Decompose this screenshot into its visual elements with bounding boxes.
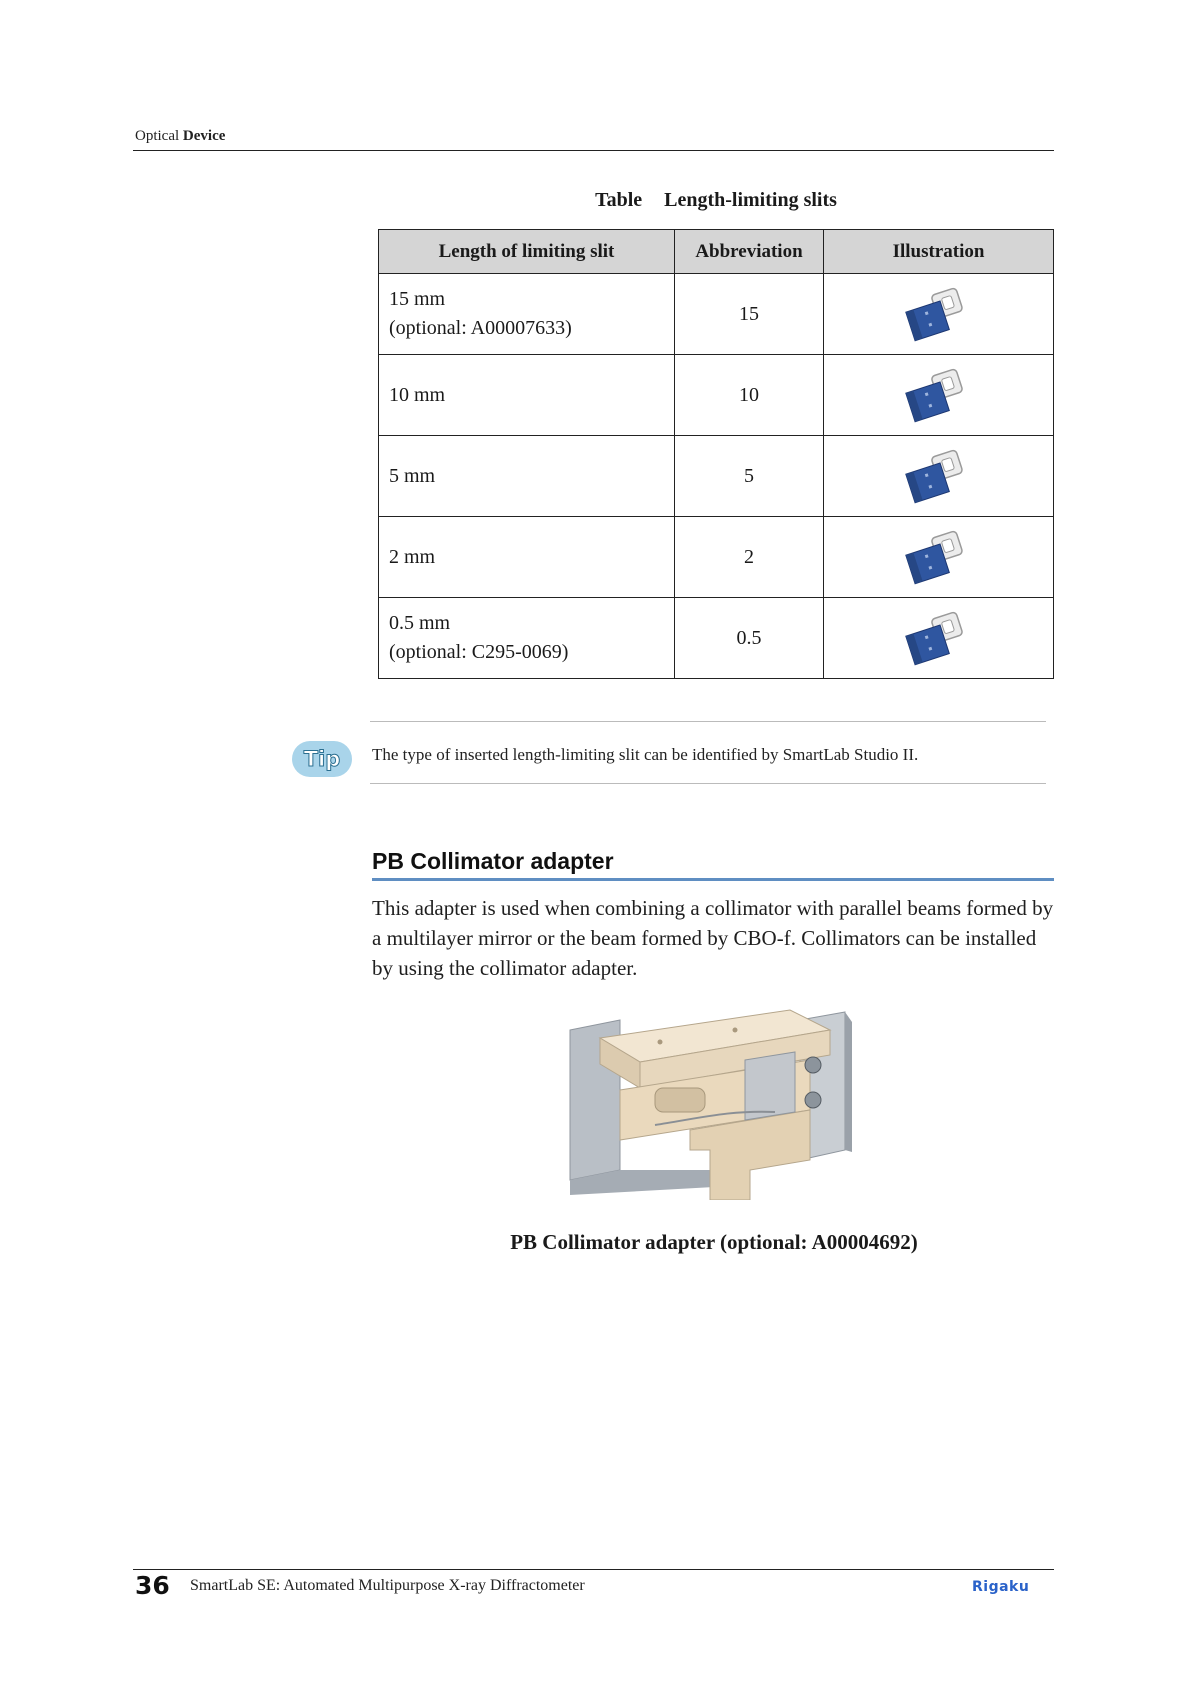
- slit-length-cell: [379, 598, 675, 679]
- slit-illustration-cell: [824, 598, 1054, 679]
- table-row: [379, 355, 1054, 436]
- section-heading-rule: [372, 878, 1054, 881]
- table-header-row: [379, 230, 1054, 274]
- header-section-bold: Device: [182, 128, 226, 144]
- slit-illustration: [894, 442, 984, 510]
- slit-illustration-cell: [824, 517, 1054, 598]
- column-header-length: Length of limiting slit: [379, 230, 675, 274]
- table-caption-label: Table: [595, 189, 643, 211]
- slit-length-cell: [379, 517, 675, 598]
- table-row: [379, 598, 1054, 679]
- section-heading: PB Collimator adapter: [372, 848, 614, 874]
- tip-bottom-rule: [370, 783, 1046, 784]
- slit-length-cell: [379, 355, 675, 436]
- brand-logo: Rigaku: [972, 1579, 1030, 1595]
- page-number: 36: [135, 1571, 170, 1600]
- slit-illustration: [894, 604, 984, 672]
- header-rule: [133, 150, 1054, 151]
- footer-title: SmartLab SE: Automated Multipurpose X-ray Diffractometer: [190, 1577, 585, 1594]
- slit-abbreviation: 0.5: [675, 598, 824, 679]
- tip-icon: Tip: [292, 741, 352, 777]
- header-section-prefix: Optical: [135, 128, 180, 144]
- slit-optional-note: (optional: A00007633): [389, 317, 572, 339]
- slit-abbreviation: 5: [675, 436, 824, 517]
- length-limiting-slits-table: [378, 229, 1054, 679]
- figure-caption: PB Collimator adapter (optional: A00004692): [510, 1230, 918, 1254]
- table-caption: [378, 189, 1054, 212]
- table-row: [379, 517, 1054, 598]
- slit-length-cell: [379, 274, 675, 355]
- table-row: [379, 436, 1054, 517]
- collimator-adapter-illustration: [560, 1000, 870, 1200]
- footer-rule: [133, 1569, 1054, 1570]
- slit-illustration: [894, 361, 984, 429]
- table-caption-title: Length-limiting slits: [664, 189, 837, 211]
- slit-illustration: [894, 523, 984, 591]
- slit-optional-note: (optional: C295-0069): [389, 641, 569, 663]
- slit-length: 2 mm: [389, 545, 436, 568]
- table-row: [379, 274, 1054, 355]
- slit-length: 0.5 mm: [389, 612, 451, 634]
- column-header-abbreviation: Abbreviation: [675, 230, 824, 274]
- slit-length: 15 mm: [389, 288, 446, 310]
- slit-illustration-cell: [824, 355, 1054, 436]
- tip-text: The type of inserted length-limiting slit can be identified by SmartLab Studio II.: [372, 745, 919, 764]
- slit-length-cell: [379, 436, 675, 517]
- slit-abbreviation: 15: [675, 274, 824, 355]
- column-header-illustration: Illustration: [824, 230, 1054, 274]
- slit-illustration: [894, 280, 984, 348]
- slit-length: 5 mm: [389, 464, 436, 487]
- slit-abbreviation: 10: [675, 355, 824, 436]
- slit-abbreviation: 2: [675, 517, 824, 598]
- slit-illustration-cell: [824, 436, 1054, 517]
- tip-top-rule: [370, 721, 1046, 722]
- slit-illustration-cell: [824, 274, 1054, 355]
- running-header: [135, 128, 225, 145]
- section-paragraph: This adapter is used when combining a collimator with parallel beams formed by a multilayer mirror or the beam formed by CBO-f. Collimators can be installed by using the collimator adapter.: [372, 896, 1054, 980]
- slit-length: 10 mm: [389, 383, 446, 406]
